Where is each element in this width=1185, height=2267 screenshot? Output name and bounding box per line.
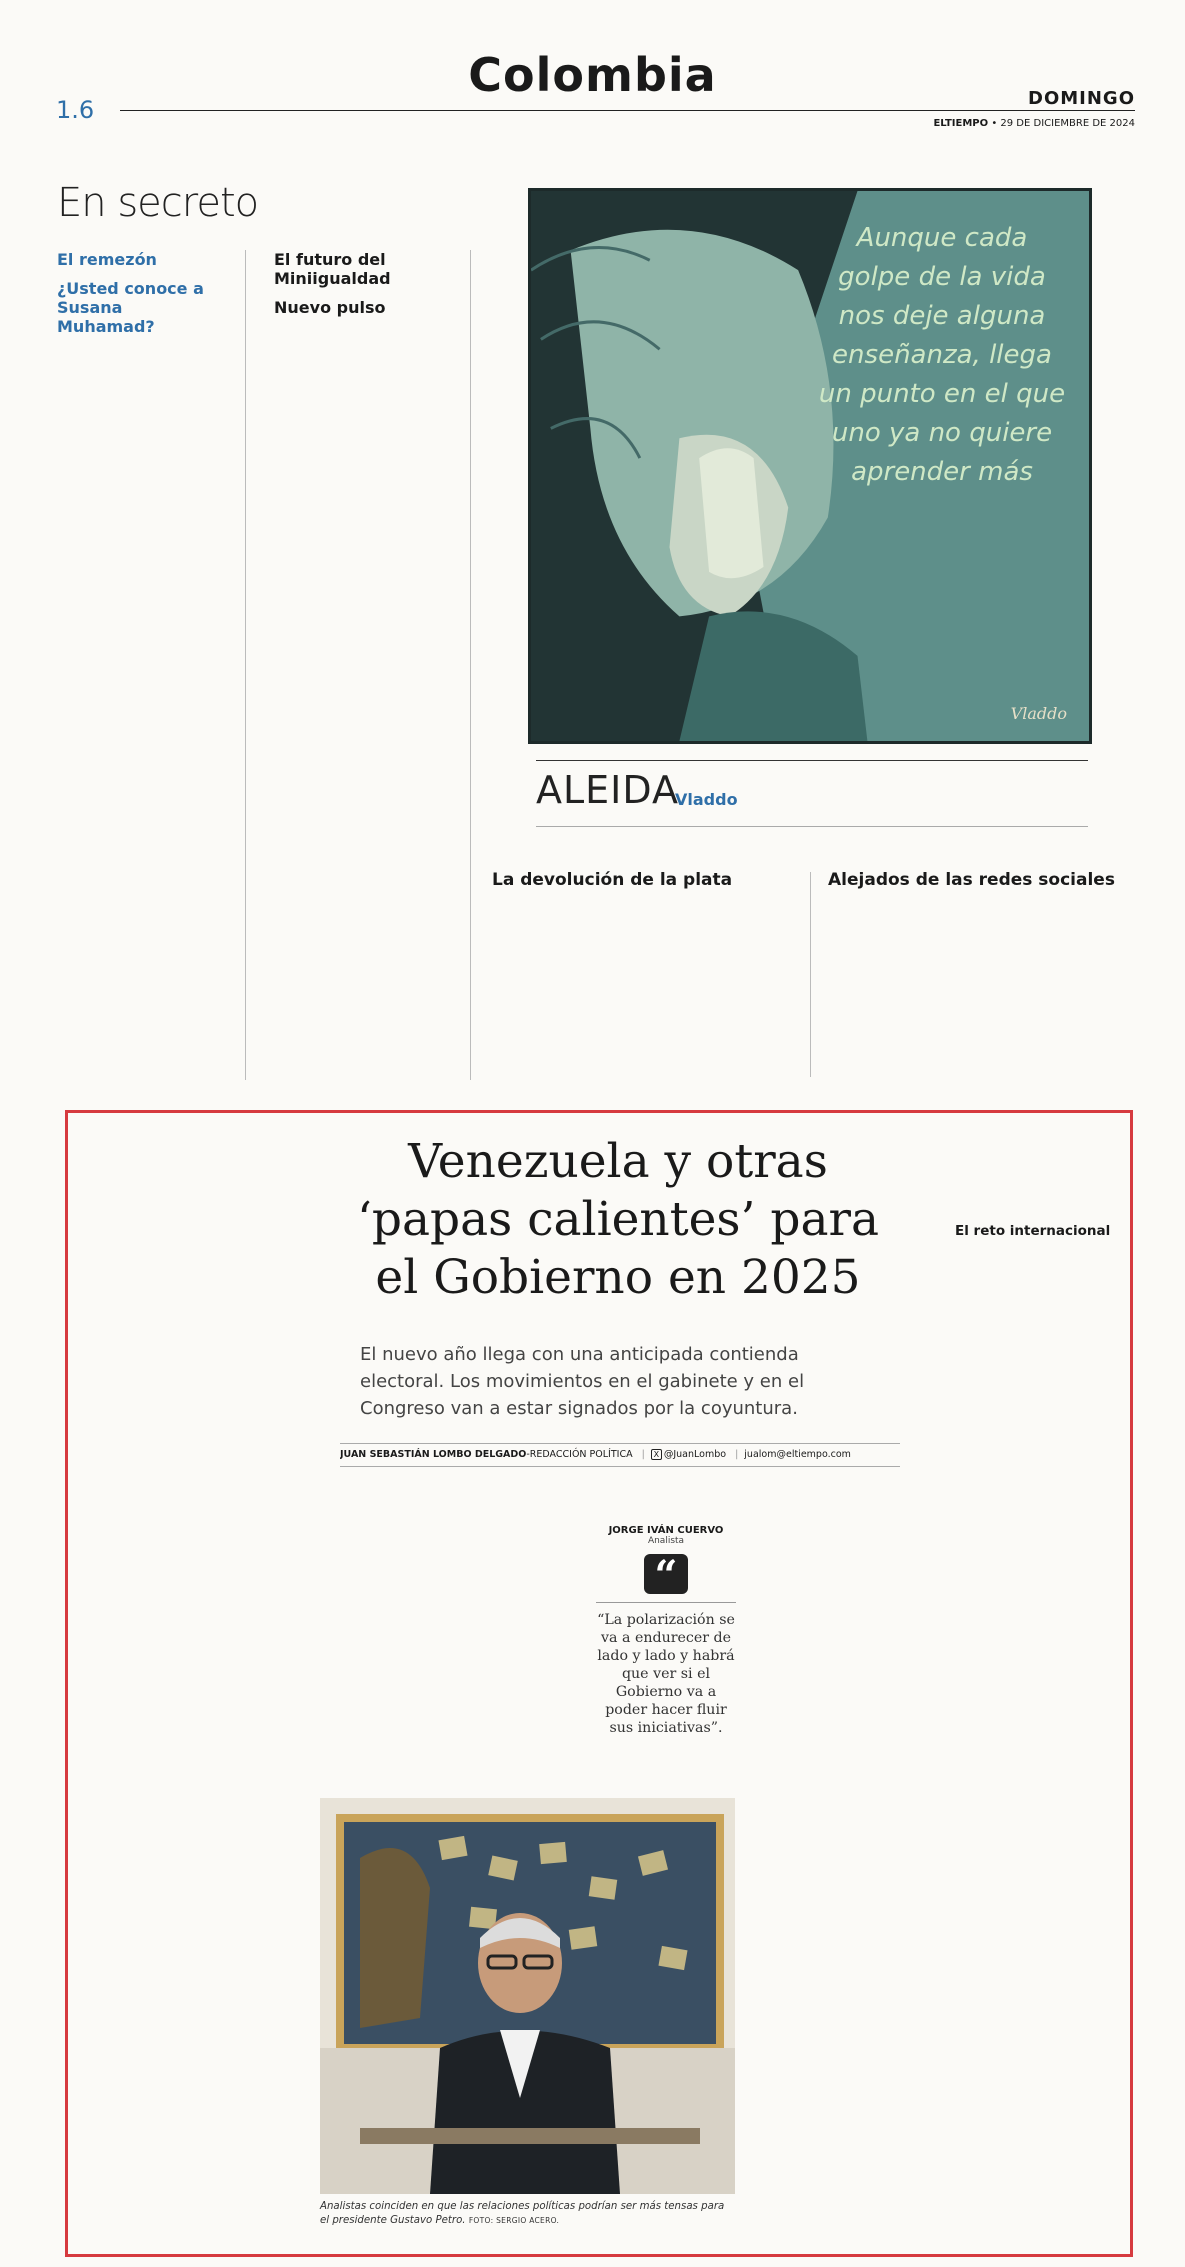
strip-rule: [536, 826, 1088, 827]
caption-text: Analistas coinciden en que las relaciones políticas podrían ser más tensas para el presidente Gustavo Petro.: [320, 2201, 725, 2226]
feature-byline: JUAN SEBASTIÁN LOMBO DELGADO-REDACCIÓN POLÍTICA | X @JuanLombo | jualom@eltiempo.com: [340, 1443, 900, 1467]
feature-subhead: El reto internacional: [955, 1223, 1111, 1239]
cartoon-illustration: [528, 188, 1092, 744]
quote-role: Analista: [647, 1536, 685, 1546]
secret-column-left: [57, 250, 225, 346]
masthead-rule: [120, 110, 1135, 111]
feature-deck: El nuevo año llega con una anticipada contienda electoral. Los movimientos en el gabinete y en el Congreso van a estar signados por la coyuntura.: [360, 1344, 805, 1419]
brief-article: [492, 872, 792, 901]
page-number: 1.6: [56, 96, 95, 124]
byline-email: jualom@eltiempo.com: [744, 1449, 851, 1460]
secret-column-right: [274, 250, 446, 327]
column-title: En secreto: [57, 180, 259, 226]
photo-caption: [320, 2200, 735, 2228]
photo-credit: FOTO: SERGIO ACERO.: [468, 2216, 560, 2225]
brief-heading: La devolución de la plata: [492, 870, 733, 890]
column-divider: [810, 872, 811, 1077]
column-divider: [470, 250, 471, 1080]
byline-handle: @JuanLombo: [663, 1449, 727, 1460]
item-heading: ¿Usted conoce a Susana Muhamad?: [57, 279, 204, 336]
brief-article: [828, 872, 1128, 901]
column-divider: [245, 250, 246, 1080]
masthead-date: ELTIEMPO • 29 DE DICIEMBRE DE 2024: [933, 118, 1135, 129]
cartoon-text: Aunque cada golpe de la vida nos deje alguna enseñanza, llega un punto en el que uno ya no quiere aprender más: [818, 223, 1066, 487]
pull-quote: [596, 1525, 736, 1737]
item-heading: El remezón: [57, 250, 157, 269]
masthead-date-text: 29 DE DICIEMBRE DE 2024: [1000, 118, 1135, 129]
strip-author: Vladdo: [675, 790, 738, 809]
quote-name: JORGE IVÁN CUERVO: [608, 1525, 724, 1536]
masthead-day: DOMINGO: [1028, 88, 1135, 109]
strip-rule: [536, 760, 1088, 761]
feature-article: [65, 1110, 1133, 2257]
cartoon-signature: Vladdo: [1010, 704, 1067, 723]
brief-heading: Alejados de las redes sociales: [828, 870, 1115, 890]
masthead: [50, 40, 1135, 130]
president-photo: [320, 1798, 735, 2194]
feature-title: Venezuela y otras ‘papas calientes’ para el Gobierno en 2025: [356, 1134, 879, 1305]
byline-desk: -REDACCIÓN POLÍTICA: [526, 1449, 633, 1460]
feature-column-5: [955, 1213, 1120, 1243]
strip-title: ALEIDA: [536, 768, 679, 812]
masthead-brand: ELTIEMPO: [933, 118, 989, 129]
item-heading: Nuevo pulso: [274, 298, 386, 317]
quote-marks-icon: “: [644, 1554, 688, 1594]
section-title: Colombia: [468, 48, 717, 102]
byline-name: JUAN SEBASTIÁN LOMBO DELGADO: [340, 1449, 527, 1460]
item-heading: El futuro del Miniigualdad: [274, 250, 391, 288]
quote-text: “La polarización se va a endurecer de lado y lado y habrá que ver si el Gobierno va a poder hacer fluir sus iniciativas”.: [597, 1612, 735, 1736]
x-logo-icon: X: [651, 1449, 662, 1460]
